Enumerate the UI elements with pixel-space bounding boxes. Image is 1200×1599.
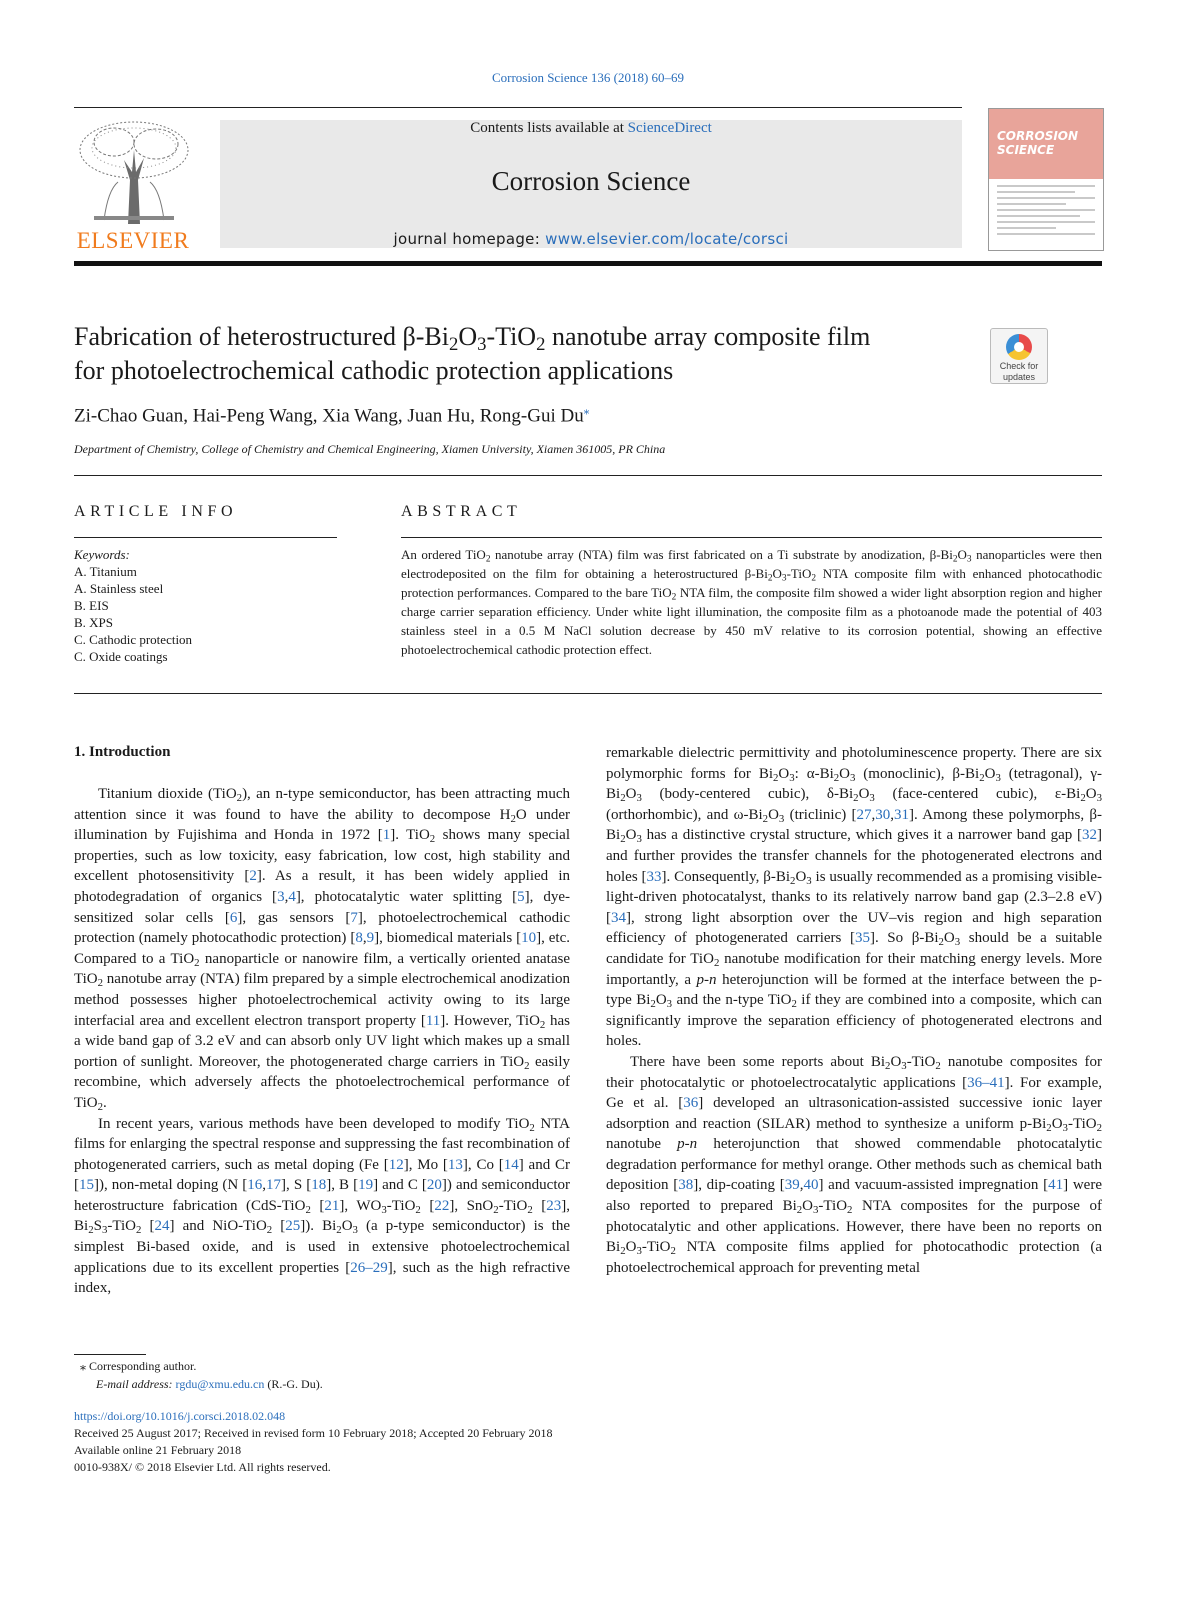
contents-prefix: Contents lists available at [470,120,628,136]
badge-line-1: Check for [999,361,1039,371]
abstract-bottom-rule [74,693,1102,694]
corresponding-text: Corresponding author. [89,1359,197,1373]
affiliation: Department of Chemistry, College of Chemistry and Chemical Engineering, Xiamen University, Xiamen 361005, PR China [74,442,666,456]
homepage-line [220,230,962,248]
abstract-heading: ABSTRACT [401,503,522,520]
email-suffix: (R.-G. Du). [264,1377,323,1391]
keyword-item: A. Titanium [74,564,137,579]
homepage-prefix: journal homepage: [393,230,546,248]
keywords-label: Keywords: [74,547,130,562]
article-title: Fabrication of heterostructured $\beta-Bi_2O_3-TiO_2$ nanotube array composite film for photoelectrochemical cathodic protection applications [74,322,871,385]
title-rule [74,475,1102,476]
email-label: E-mail address: [96,1377,176,1391]
introduction-heading: 1. Introduction [74,744,171,760]
header-thick-rule [74,261,1102,266]
keyword-item: C. Oxide coatings [74,649,168,664]
header-rule [74,107,962,108]
corresponding-author-note [80,1358,196,1375]
available-online: Available online 21 February 2018 [74,1443,242,1457]
intro-paragraph-2-cont: remarkable dielectric permittivity and photoluminescence property. There are six polymorphic forms for $Bi_2O_3$: $\alpha-Bi_2O_3$ (monoclinic), $\beta-Bi_2O_3$ (tetragonal), $\gamma-Bi_2O_3$ (body-centered cubic), $\delta-Bi_2O_3$ (face-centered cubic), $\varepsilon-Bi_2O_3$ (orthorhombic), and $\omega-Bi_2O_3$ (triclinic) [27,30,31]. Among these polymorphs, $\beta-Bi_2O_3$ has a distinctive crystal structure, which gives it a narrower band gap [32] and further provides the transfer channels for the photogenerated electrons and holes [33]. Consequently, $\beta-Bi_2O_3$ is usually recommended as a promising visible-light-driven photocatalyst, thanks to its relatively narrow band gap (2.3–2.8 eV) [34], strong light absorption over the UV–vis region and high separation efficiency of photogenerated carriers [35]. So $\beta-Bi_2O_3$ should be a suitable candidate for TiO$_2$ nanotube modification for their matching energy levels. More importantly, a p-n heterojunction will be formed at the interface between the p-type $Bi_2O_3$ and the n-type TiO$_2$ if they are combined into a composite, which can significantly improve the separation efficiency of photogenerated electrons and holes. [606,745,1103,1050]
keyword-item: B. EIS [74,598,109,613]
cover-contents-lines [997,185,1095,239]
homepage-link[interactable]: www.elsevier.com/locate/corsci [545,230,789,248]
article-info-rule [74,537,337,538]
footnote-mark: ⁎ [80,1359,86,1373]
keyword-item: A. Stainless steel [74,581,164,596]
keywords-block [74,546,192,665]
authors-text: Zi-Chao Guan, Hai-Peng Wang, Xia Wang, Juan Hu, Rong-Gui Du [74,405,584,427]
journal-name: Corrosion Science [491,166,691,196]
journal-cover-thumbnail[interactable] [988,108,1104,251]
cover-title-2: SCIENCE [997,143,1055,157]
intro-paragraph-3: There have been some reports about $Bi_2O_3-TiO_2$ nanotube composites for their photocatalytic or photoelectrocatalytic applications [36–41]. For example, Ge et al. [36] developed an ultrasonication-assisted successive ionic layer adsorption and reaction (SILAR) method to synthesize a uniform $p-Bi_2O_3-TiO_2$ nanotube p-n heterojunction that showed commendable photocatalytic degradation performance for methyl orange. Other methods such as chemical bath deposition [38], dip-coating [39,40] and vacuum-assisted impregnation [41] were also reported to prepared $Bi_2O_3-TiO_2$ NTA composites for the purpose of photocatalytic and other applications. However, there have been no reports on $Bi_2O_3-TiO_2$ NTA composite films applied for photocathodic protection (a photoelectrochemical approach for preventing metal [606,1053,1103,1276]
author-list [74,404,589,427]
journal-reference[interactable]: Corrosion Science 136 (2018) 60–69 [491,70,685,85]
intro-paragraph-1: Titanium dioxide (TiO$_2$), an n-type semiconductor, has been attracting much attention since it was found to have the ability to decompose $H_2O$ under illumination by Fujishima and Honda in 1972 [1]. TiO$_2$ shows many special properties, such as low toxicity, easy fabrication, low cost, high stability and excellent photosensitivity [2]. As a result, it has been widely applied in photodegradation of organics [3,4], photocatalytic water splitting [5], dye-sensitized solar cells [6], gas sensors [7], photoelectrochemical cathodic protection (namely photocathodic protection) [8,9], biomedical materials [10], etc. Compared to a TiO$_2$ nanoparticle or nanowire film, a vertically oriented anatase TiO$_2$ nanotube array (NTA) film prepared by a simple electrochemical anodization method possesses higher photoelectrochemical activity owing to its large interfacial area and excellent electron transport property [11]. However, TiO$_2$ has a wide band gap of 3.2 eV and can absorb only UV light which makes up a small portion of sunlight. Moreover, the photogenerated charge carriers in TiO$_2$ easily recombine, which adversely affects the photoelectrochemical performance of TiO$_2$. [74,786,571,1113]
footnote-rule [74,1354,146,1355]
contents-line [220,120,962,137]
doi-link[interactable]: https://doi.org/10.1016/j.corsci.2018.02.048 [74,1409,286,1423]
check-for-updates-badge[interactable] [990,328,1048,384]
badge-line-2: updates [1002,372,1036,382]
corresponding-author-mark[interactable]: ⁎ [583,405,590,417]
email-note [96,1376,323,1393]
abstract-text: An ordered TiO$_2$ nanotube array (NTA) film was first fabricated on a Ti substrate by anodization, $\beta-Bi_2O_3$ nanoparticles were then electrodeposited on the film for obtaining a heterostructured $\beta-Bi_2O_3-TiO_2$ NTA composite film with enhanced photocathodic protection performances. Compared to the bare TiO$_2$ NTA film, the composite film showed a wider light absorption region and higher charge carrier separation efficiency. Under white light illumination, the composite film as a photoanode made the potential of 403 stainless steel in a 0.5 M NaCl solution decrease by 450 mV relative to its corrosion potential, showing an effective photoelectrochemical cathodic protection effect. [401,547,1102,657]
left-column [74,784,570,1299]
received-dates: Received 25 August 2017; Received in revised form 10 February 2018; Accepted 20 February 2018 [74,1426,553,1440]
copyright: 0010-938X/ © 2018 Elsevier Ltd. All rights reserved. [74,1460,331,1474]
abstract-rule [401,537,1102,538]
publisher-name: ELSEVIER [76,228,190,253]
email-link[interactable]: rgdu@xmu.edu.cn [175,1377,265,1391]
elsevier-logo [74,120,192,253]
article-info-heading: ARTICLE INFO [74,503,238,520]
keyword-item: C. Cathodic protection [74,632,193,647]
intro-paragraph-2: In recent years, various methods have been developed to modify TiO$_2$ NTA films for enlarging the spectral response and suppressing the fast recombination of photogenerated carriers, such as metal doping (Fe [12], Mo [13], Co [14] and Cr [15]), non-metal doping (N [16,17], S [18], B [19] and C [20]) and semiconductor heterostructure fabrication (CdS-TiO$_2$ [21], $WO_3-TiO_2$ [22], SnO$_2$-TiO$_2$ [23], $Bi_2S_3-TiO_2$ [24] and NiO-TiO$_2$ [25]). $Bi_2O_3$ (a p-type semiconductor) is the simplest Bi-based oxide, and is used in extensive photoelectrochemical applications due to its excellent properties [26–29], such as the high refractive index, [74,1115,571,1297]
keyword-item: B. XPS [74,615,114,630]
cover-title-1: CORROSION [997,129,1079,143]
right-column [606,743,1102,1278]
check-updates-icon [1006,334,1032,360]
sciencedirect-link[interactable]: ScienceDirect [627,120,712,136]
journal-banner [220,120,962,248]
elsevier-tree-icon [74,120,192,224]
